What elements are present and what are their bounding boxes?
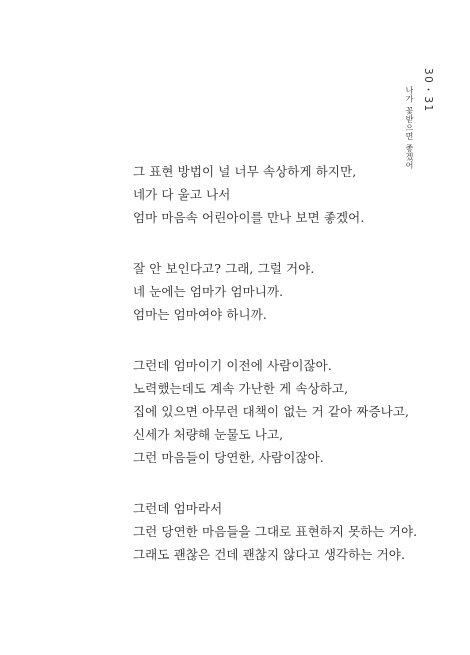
text-line: 그래도 괜찮은 건데 괜찮지 않다고 생각하는 거야. (133, 547, 406, 562)
text-line: 잘 안 보인다고? 그래, 그럴 거야. (133, 261, 315, 276)
text-line: 네 눈에는 엄마가 엄마니까. (133, 284, 284, 299)
page-number-range: 30・31 (422, 68, 434, 113)
body-text (133, 160, 418, 566)
text-line: 집에 있으면 아무런 대책이 없는 거 같아 짜증나고, (133, 404, 410, 419)
chapter-title: 나가 꽃받으면 좋겠어 (405, 86, 414, 170)
text-line: 그런데 엄마라서 (133, 501, 223, 516)
text-line: 신세가 처량해 눈물도 나고, (133, 427, 284, 442)
text-line: 엄마 마음속 어린아이를 만나 보면 좋겠어. (133, 210, 365, 225)
text-line: 엄마는 엄마여야 하니까. (133, 307, 267, 322)
text-line: 그런데 엄마이기 이전에 사람이잖아. (133, 358, 332, 373)
text-line: 그 표현 방법이 널 너무 속상하게 하지만, (133, 164, 357, 179)
stanza (133, 257, 413, 326)
stanza (133, 497, 418, 566)
stanza (133, 160, 413, 229)
page-header-vertical (405, 68, 438, 208)
text-line: 그런 당연한 마음들을 그대로 표현하지 못하는 거야. (133, 524, 418, 539)
text-line: 네가 다 울고 나서 (133, 187, 231, 202)
text-line: 노력했는데도 계속 가난한 게 속상하고, (133, 381, 349, 396)
stanza (133, 354, 413, 469)
text-line: 그런 마음들이 당연한, 사람이잖아. (133, 450, 324, 465)
